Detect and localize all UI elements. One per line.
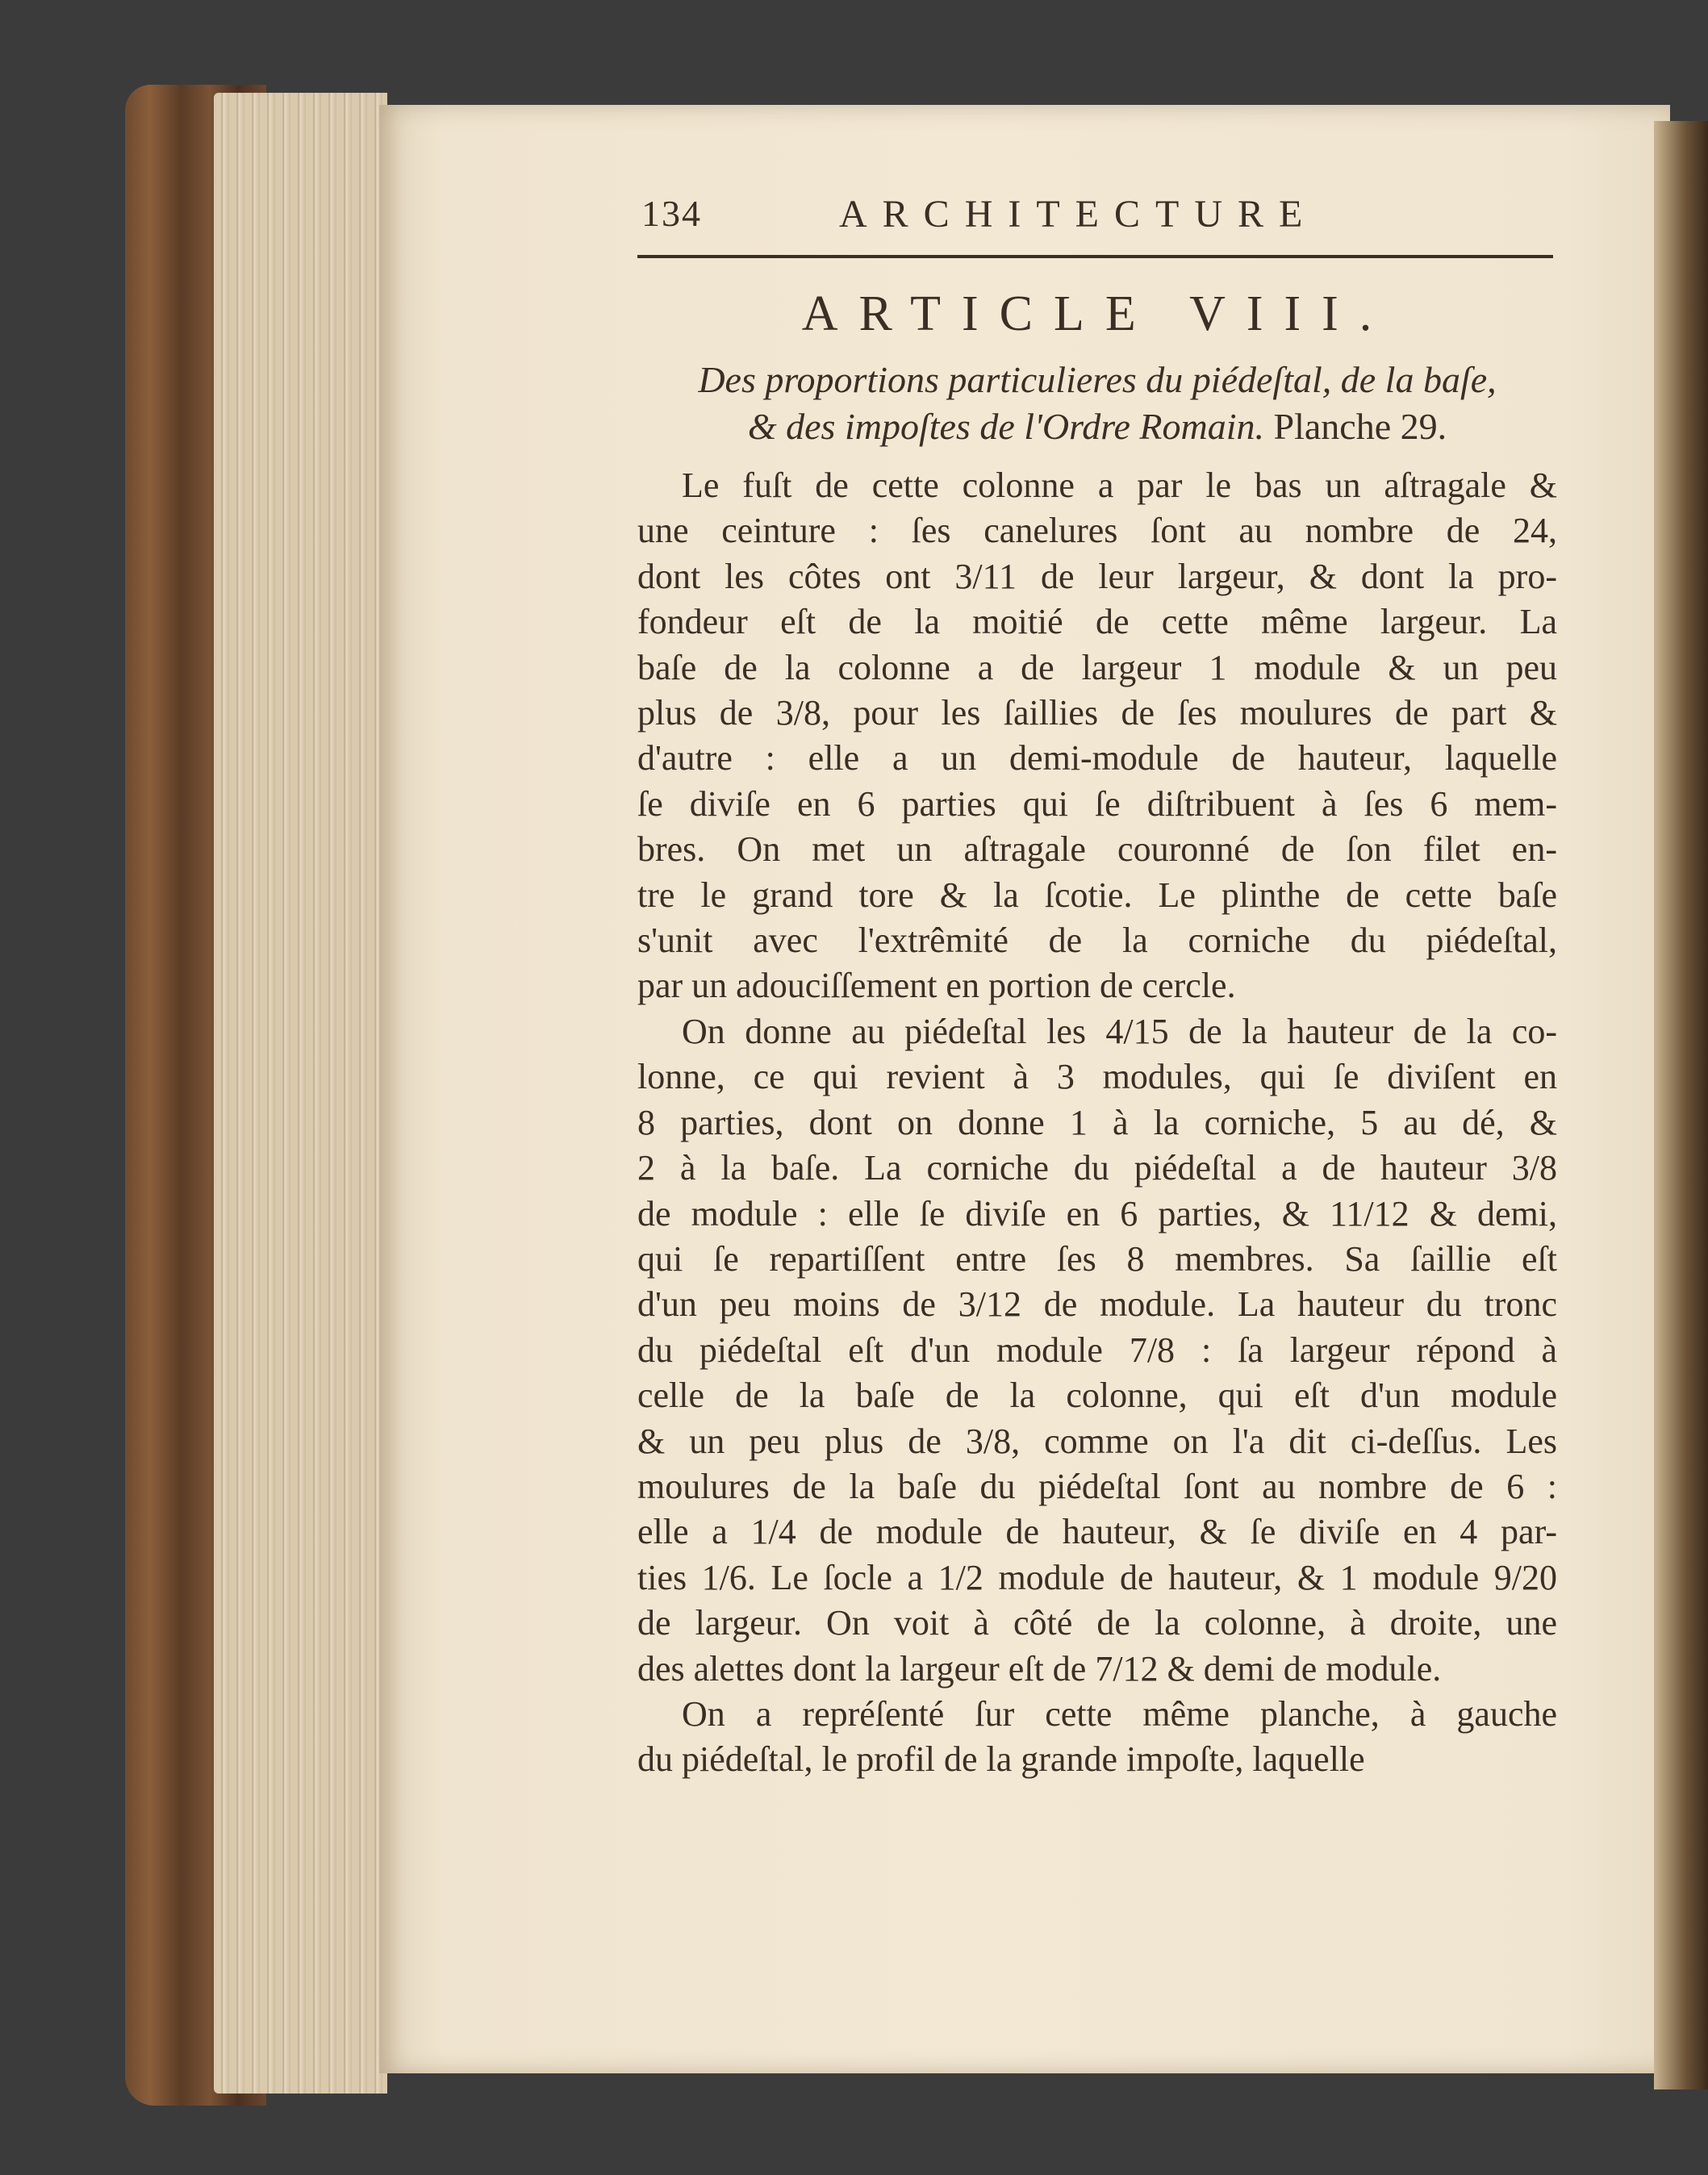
text-line: par un adouciſſement en portion de cercle. <box>637 966 1236 1006</box>
paragraph <box>637 1692 1557 1783</box>
text-line: plus de 3/8, pour les ſaillies de ſes moulures de part & <box>637 693 1557 733</box>
text-line: & un peu plus de 3/8, comme on l'a dit ci-deſſus. Les <box>637 1421 1557 1461</box>
text-line: fondeur eſt de la moitié de cette même largeur. La <box>637 602 1557 642</box>
text-line: Le fuſt de cette colonne a par le bas un aſtragale & <box>682 465 1557 505</box>
text-line: de module : elle ſe diviſe en 6 parties, & 11/12 & demi, <box>637 1193 1557 1234</box>
text-line: ſe diviſe en 6 parties qui ſe diſtribuent à ſes 6 mem- <box>637 783 1557 824</box>
text-line: qui ſe repartiſſent entre ſes 8 membres. Sa ſaillie eſt <box>637 1238 1557 1279</box>
text-line: dont les côtes ont 3/11 de leur largeur, & dont la pro- <box>637 556 1557 596</box>
article-subtitle <box>637 357 1557 450</box>
text-line: ties 1/6. Le ſocle a 1/2 module de hauteur, & 1 module 9/20 <box>637 1557 1557 1597</box>
text-line: 8 parties, dont on donne 1 à la corniche, 5 au dé, & <box>637 1102 1557 1142</box>
page-edges <box>214 93 387 2094</box>
text-line: 2 à la baſe. La corniche du piédeſtal a de hauteur 3/8 <box>637 1148 1557 1188</box>
header-rule <box>637 255 1553 258</box>
text-line: moulures de la baſe du piédeſtal ſont au nombre de 6 : <box>637 1466 1557 1506</box>
subtitle-line-1: Des proportions particulieres du piédeſtal, de la baſe, <box>698 359 1497 400</box>
text-line: d'autre : elle a un demi-module de hauteur, laquelle <box>637 738 1557 779</box>
page-number: 134 <box>641 193 702 234</box>
text-line: du piédeſtal, le profil de la grande impoſte, laquelle <box>637 1739 1365 1780</box>
paragraph <box>637 463 1557 1009</box>
text-line: On donne au piédeſtal les 4/15 de la hauteur de la co- <box>682 1011 1557 1051</box>
text-line: lonne, ce qui revient à 3 modules, qui ſe diviſent en <box>637 1057 1557 1097</box>
text-line: baſe de la colonne a de largeur 1 module & un peu <box>637 647 1557 687</box>
text-line: d'un peu moins de 3/12 de module. La hauteur du tronc <box>637 1284 1557 1325</box>
text-line: de largeur. On voit à côté de la colonne, à droite, une <box>637 1603 1557 1643</box>
text-line: celle de la baſe de la colonne, qui eſt d'un module <box>637 1376 1557 1416</box>
paragraph <box>637 1009 1557 1692</box>
text-line: bres. On met un aſtragale couronné de ſon filet en- <box>637 829 1557 870</box>
text-line: On a repréſenté ſur cette même planche, à gauche <box>682 1693 1557 1734</box>
facing-page-edge <box>1654 121 1708 2089</box>
running-head <box>637 186 1557 242</box>
body-text <box>637 463 1557 1783</box>
subtitle-line-2: & des impoſtes de l'Ordre Romain. <box>747 406 1264 447</box>
text-line: s'unit avec l'extrêmité de la corniche du piédeſtal, <box>637 921 1557 961</box>
text-line: du piédeſtal eſt d'un module 7/8 : ſa largeur répond à <box>637 1330 1557 1370</box>
plate-reference: Planche 29. <box>1273 406 1447 447</box>
text-line: elle a 1/4 de module de hauteur, & ſe diviſe en 4 par- <box>637 1512 1557 1552</box>
text-line: une ceinture : ſes canelures ſont au nombre de 24, <box>637 511 1557 551</box>
text-line: tre le grand tore & la ſcotie. Le plinthe de cette baſe <box>637 875 1557 915</box>
running-title: ARCHITECTURE <box>839 193 1318 236</box>
article-heading: ARTICLE VIII. <box>801 286 1393 341</box>
text-line: des alettes dont la largeur eſt de 7/12 & demi de module. <box>637 1648 1442 1689</box>
text-block <box>637 186 1557 1783</box>
